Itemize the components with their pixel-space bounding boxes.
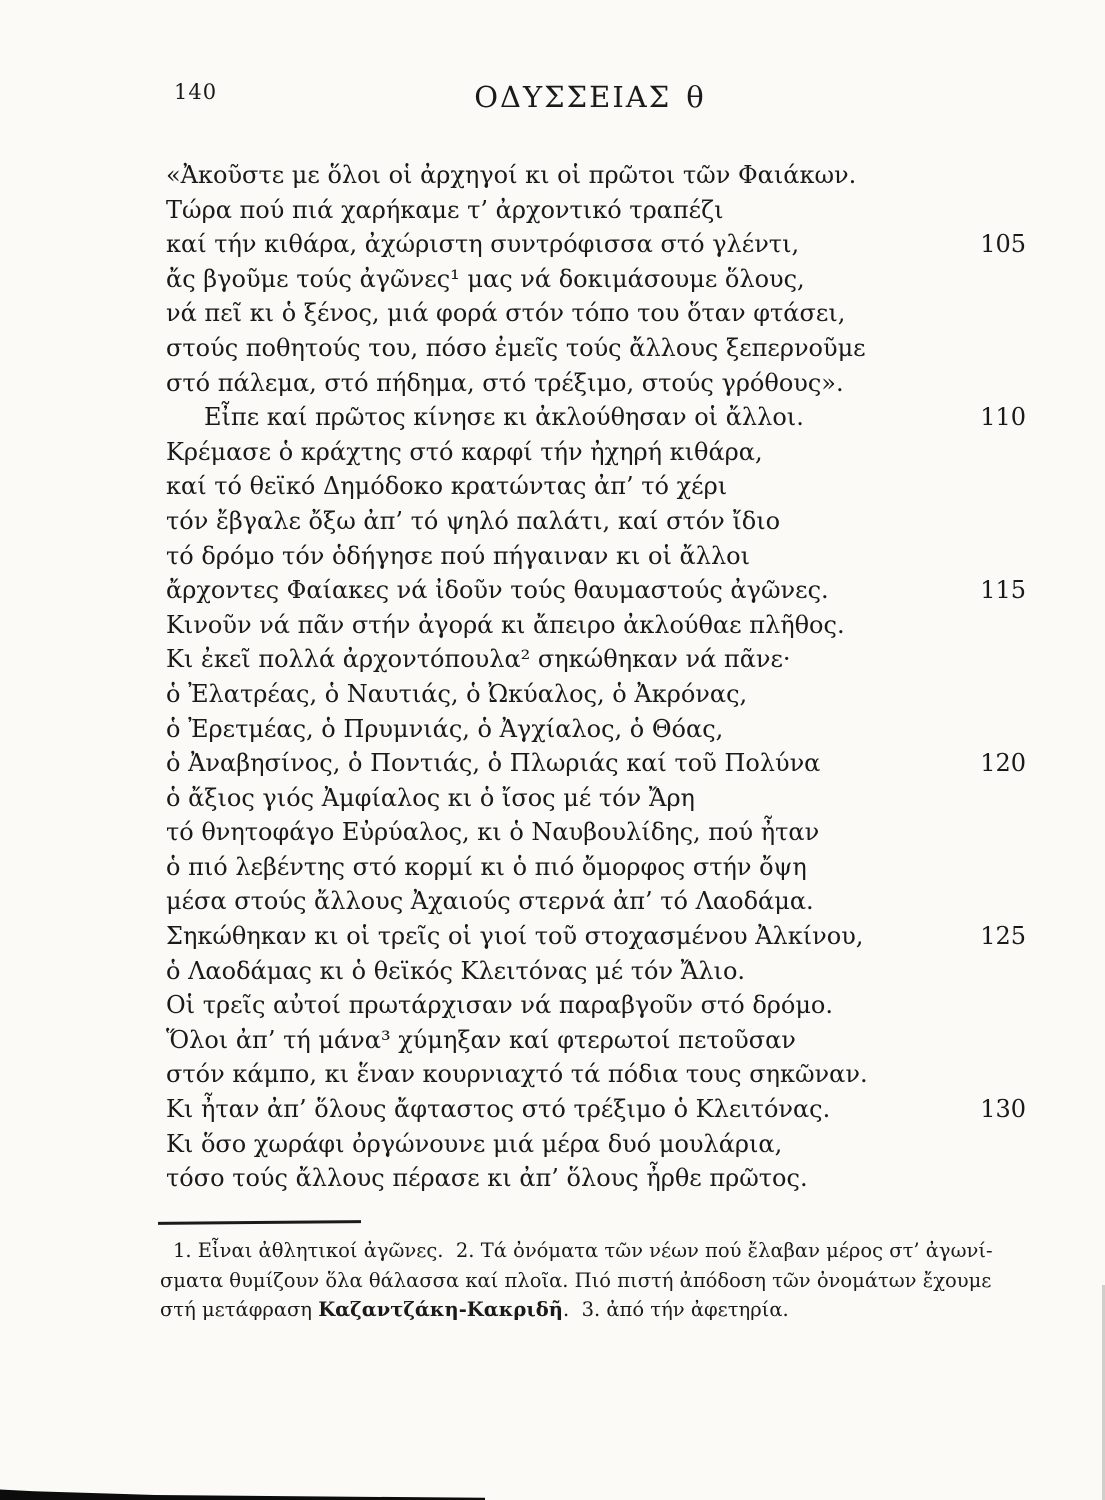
verse-line-text: «Ἀκοῦστε με ὅλοι οἱ ἀρχηγοί κι οἱ πρῶτοι τῶν Φαιάκων.	[166, 161, 857, 189]
verse-line-text: ὁ Λαοδάμας κι ὁ θεϊκός Κλειτόνας μέ τόν Ἄλιο.	[166, 956, 746, 985]
verse-line	[166, 954, 1026, 989]
verse-line-text: ἄρχοντες Φαίακες νά ἰδοῦν τούς θαυμαστούς ἀγῶνες.	[166, 576, 829, 605]
verse-line	[166, 1127, 1026, 1162]
verse-line-text: ὁ Ἐλατρέας, ὁ Ναυτιάς, ὁ Ὠκύαλος, ὁ Ἀκρόνας,	[166, 679, 748, 708]
verse-line-text: Κι ὅσο χωράφι ὀργώνουνε μιά μέρα δυό μουλάρια,	[166, 1129, 783, 1158]
verse-line-text: ὁ Ἀναβησίνος, ὁ Ποντιάς, ὁ Πλωριάς καί τοῦ Πολύνα	[166, 749, 821, 778]
footnote-line	[160, 1266, 1040, 1296]
verse-line	[166, 1057, 1026, 1092]
footnote-translators-name: Καζαντζάκη-Κακριδῆ	[318, 1298, 563, 1321]
verse-line	[166, 573, 1026, 608]
verse-line	[166, 850, 1026, 885]
verse-line-text: μέσα στούς ἄλλους Ἀχαιούς στερνά ἀπ’ τό Λαοδάμα.	[166, 887, 814, 916]
verse-line-number: 120	[980, 749, 1026, 778]
verse-line-text: ὁ ἄξιος γιός Ἀμφίαλος κι ὁ ἴσος μέ τόν Ἄρη	[166, 783, 695, 812]
verse-line-text: Κρέμασε ὁ κράχτης στό καρφί τήν ἠχηρή κιθάρα,	[166, 437, 763, 466]
verse-line-text: Κι ἐκεῖ πολλά ἀρχοντόπουλα² σηκώθηκαν νά πᾶνε·	[166, 645, 791, 674]
verse-line-text: τό δρόμο τόν ὁδήγησε πού πήγαιναν κι οἱ ἄλλοι	[166, 541, 751, 570]
footnote-text-segment: 1. Εἶναι ἀθλητικοί ἀγῶνες. 2. Τά ὀνόματα τῶν νέων πού ἔλαβαν μέρος στ’ ἀγωνί-	[173, 1239, 993, 1262]
footnote-text-segment: . 3. ἀπό τήν ἀφετηρία.	[562, 1298, 789, 1321]
verse-line	[166, 296, 1026, 331]
verse-line	[166, 815, 1026, 850]
verse-line	[166, 227, 1026, 262]
verse-line	[166, 677, 1026, 712]
running-head-book-letter: θ	[686, 80, 706, 114]
verse-line	[166, 193, 1026, 228]
scan-edge-artifact-bottom	[0, 1489, 485, 1500]
verse-line-text: ὁ πιό λεβέντης στό κορμί κι ὁ πιό ὄμορφος στήν ὄψη	[166, 852, 807, 881]
verse-line	[166, 366, 1026, 401]
running-head-title: ΟΔΥΣΣΕΙΑΣ	[474, 80, 672, 114]
verse-line-text: ὁ Ἐρετμέας, ὁ Πρυμνιάς, ὁ Ἀγχίαλος, ὁ Θόας,	[166, 714, 724, 743]
footnote-line	[160, 1295, 1040, 1325]
verse-line	[166, 746, 1026, 781]
verse-line-text: Οἱ τρεῖς αὐτοί πρωτάρχισαν νά παραβγοῦν στό δρόμο.	[166, 991, 834, 1020]
verse-line-number: 115	[980, 576, 1026, 605]
verse-line	[166, 435, 1026, 470]
verse-line	[166, 919, 1026, 954]
verse-line	[166, 400, 1026, 435]
verse-line	[166, 884, 1026, 919]
verse-line-text: ἄς βγοῦμε τούς ἀγῶνες¹ μας νά δοκιμάσουμε ὅλους,	[166, 264, 805, 293]
verse-line	[166, 1092, 1026, 1127]
running-head	[165, 80, 1015, 114]
verse-line-text: τό θνητοφάγο Εὐρύαλος, κι ὁ Ναυβουλίδης, πού ἦταν	[166, 818, 820, 847]
footnote-block	[160, 1236, 1040, 1325]
verse-line	[166, 1023, 1026, 1058]
footnote-text-segment: σματα θυμίζουν ὅλα θάλασσα καί πλοῖα. Πιό πιστή ἀπόδοση τῶν ὀνομάτων ἔχουμε	[160, 1268, 992, 1292]
verse-line-text: Σηκώθηκαν κι οἱ τρεῖς οἱ γιοί τοῦ στοχασμένου Ἀλκίνου,	[166, 922, 864, 951]
verse-line-text: στό πάλεμα, στό πήδημα, στό τρέξιμο, στούς γρόθους».	[166, 368, 844, 397]
verse-line	[166, 331, 1026, 366]
verse-line-number: 125	[980, 922, 1026, 951]
footnote-line	[160, 1236, 1040, 1266]
verse-line	[166, 608, 1026, 643]
verse-line	[166, 158, 1026, 193]
verse-line-text: στούς ποθητούς του, πόσο ἐμεῖς τούς ἄλλους ξεπερνοῦμε	[166, 333, 866, 362]
verse-line-text: Τώρα πού πιά χαρήκαμε τ’ ἀρχοντικό τραπέζι	[166, 195, 724, 224]
verse-line	[166, 539, 1026, 574]
verse-line-text: Κινοῦν νά πᾶν στήν ἀγορά κι ἄπειρο ἀκλούθαε πλῆθος.	[166, 610, 845, 639]
page-number: 140	[174, 80, 218, 104]
verse-line-text: Ὅλοι ἀπ’ τή μάνα³ χύμηξαν καί φτερωτοί πετοῦσαν	[166, 1025, 796, 1054]
verse-line	[166, 781, 1026, 816]
verse-line	[166, 642, 1026, 677]
verse-line	[166, 988, 1026, 1023]
verse-line-text: Κι ἦταν ἀπ’ ὅλους ἄφταστος στό τρέξιμο ὁ Κλειτόνας.	[166, 1095, 831, 1124]
verse-line	[166, 712, 1026, 747]
verse-line-text: Εἶπε καί πρῶτος κίνησε κι ἀκλούθησαν οἱ ἄλλοι.	[204, 403, 804, 432]
verse-line-text: τόν ἔβγαλε ὄξω ἀπ’ τό ψηλό παλάτι, καί στόν ἴδιο	[166, 506, 781, 535]
verse-line	[166, 469, 1026, 504]
verse-line	[166, 1161, 1026, 1196]
verse-line	[166, 504, 1026, 539]
footnote-separator-rule	[158, 1220, 361, 1225]
verse-line-text: καί τό θεϊκό Δημόδοκο κρατώντας ἀπ’ τό χέρι	[166, 472, 728, 501]
verse-block	[166, 158, 1026, 1196]
verse-line-text: στόν κάμπο, κι ἕναν κουρνιαχτό τά πόδια τους σηκῶναν.	[166, 1060, 868, 1089]
verse-line-number: 130	[980, 1095, 1026, 1124]
verse-line-text: τόσο τούς ἄλλους πέρασε κι ἀπ’ ὅλους ἦρθε πρῶτος.	[166, 1164, 808, 1193]
verse-line-number: 105	[980, 230, 1026, 259]
verse-line-number: 110	[980, 403, 1026, 432]
verse-line-text: καί τήν κιθάρα, ἀχώριστη συντρόφισσα στό γλέντι,	[166, 230, 800, 259]
verse-line	[166, 262, 1026, 297]
footnote-text-segment: στή μετάφραση	[160, 1298, 319, 1321]
verse-line-text: νά πεῖ κι ὁ ξένος, μιά φορά στόν τόπο του ὅταν φτάσει,	[166, 299, 846, 328]
